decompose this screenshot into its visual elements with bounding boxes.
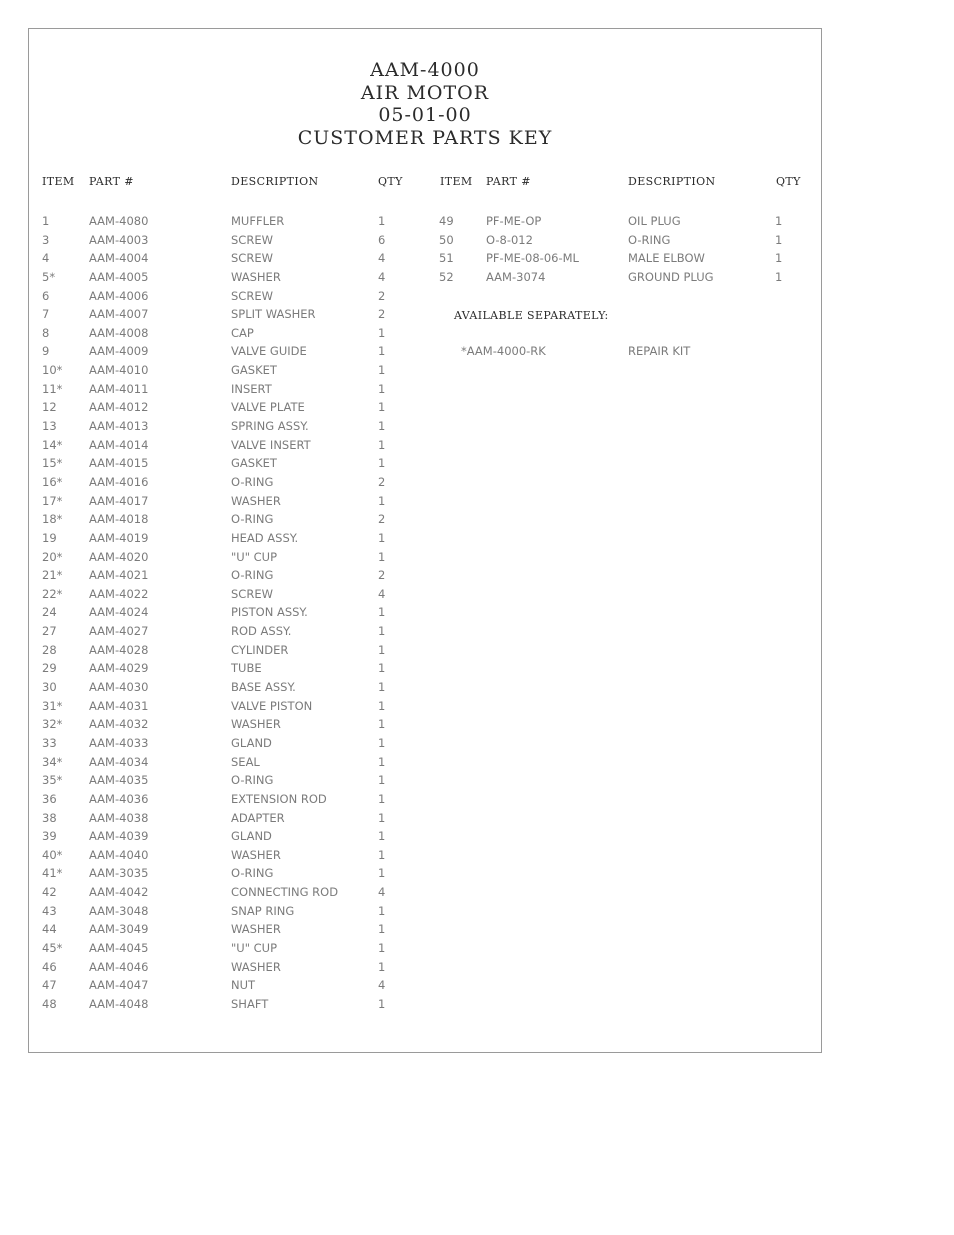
part-quantity: 1 xyxy=(378,530,386,545)
part-number: AAM-4011 xyxy=(89,381,149,396)
item-number: 45* xyxy=(42,940,63,955)
item-number: 43 xyxy=(42,903,57,918)
part-description: NUT xyxy=(231,978,256,993)
item-number: 34* xyxy=(42,754,63,769)
part-number: AAM-3048 xyxy=(89,903,149,918)
item-number: 48 xyxy=(42,996,57,1011)
title-subtitle: CUSTOMER PARTS KEY xyxy=(297,126,553,149)
item-number: 24 xyxy=(42,605,57,620)
part-quantity: 1 xyxy=(378,400,386,415)
part-description: INSERT xyxy=(231,381,272,396)
part-description: WASHER xyxy=(231,717,281,732)
part-description: SCREW xyxy=(231,586,273,601)
part-number: AAM-4042 xyxy=(89,885,149,900)
part-quantity: 1 xyxy=(378,680,386,695)
part-description: ROD ASSY. xyxy=(231,624,292,639)
part-number: AAM-4015 xyxy=(89,456,149,471)
part-description: GASKET xyxy=(231,456,277,471)
part-quantity: 1 xyxy=(378,325,386,340)
item-number: 49 xyxy=(439,214,454,228)
part-description: GROUND PLUG xyxy=(628,269,714,284)
part-quantity: 1 xyxy=(378,717,386,732)
item-number: 41* xyxy=(42,866,63,881)
part-number: AAM-3049 xyxy=(89,922,149,937)
item-number: 5* xyxy=(42,269,56,284)
right-header-part: PART # xyxy=(486,175,531,188)
item-number: 1 xyxy=(42,214,50,228)
part-description: PISTON ASSY. xyxy=(231,605,308,620)
item-number: 33 xyxy=(42,735,57,750)
item-number: 32* xyxy=(42,717,63,732)
item-number: 52 xyxy=(439,269,454,284)
item-number: 16* xyxy=(42,474,63,489)
item-number: 3 xyxy=(42,232,50,247)
part-quantity: 1 xyxy=(775,269,783,284)
part-description: WASHER xyxy=(231,493,281,508)
item-number: 14* xyxy=(42,437,63,452)
part-quantity: 1 xyxy=(378,940,386,955)
item-number: 18* xyxy=(42,512,63,527)
part-description: SNAP RING xyxy=(231,903,295,918)
item-number: 31* xyxy=(42,698,63,713)
part-quantity: 1 xyxy=(378,493,386,508)
right-header-qty: QTY xyxy=(776,175,801,188)
part-quantity: 1 xyxy=(775,251,783,266)
part-description: O-RING xyxy=(628,232,671,247)
part-description: SCREW xyxy=(231,232,273,247)
part-number: AAM-4029 xyxy=(89,661,149,676)
part-quantity: 4 xyxy=(378,978,386,993)
part-description: SPRING ASSY. xyxy=(231,419,309,434)
left-header-item: ITEM xyxy=(42,175,75,188)
title-date: 05-01-00 xyxy=(378,104,472,126)
part-description: OIL PLUG xyxy=(628,214,681,228)
right-header-item: ITEM xyxy=(440,175,473,188)
part-quantity: 1 xyxy=(378,549,386,564)
part-description: SHAFT xyxy=(231,996,269,1011)
part-description: ADAPTER xyxy=(231,810,285,825)
part-quantity: 2 xyxy=(378,288,386,303)
item-number: 38 xyxy=(42,810,57,825)
part-description: WASHER xyxy=(231,959,281,974)
part-number: AAM-4009 xyxy=(89,344,149,359)
part-number: AAM-4020 xyxy=(89,549,149,564)
part-quantity: 1 xyxy=(378,698,386,713)
item-number: 4 xyxy=(42,251,50,266)
part-description: O-RING xyxy=(231,512,274,527)
part-description: O-RING xyxy=(231,568,274,583)
title-product: AIR MOTOR xyxy=(360,81,490,104)
part-description: SEAL xyxy=(231,754,260,769)
part-quantity: 1 xyxy=(378,624,386,639)
part-quantity: 1 xyxy=(378,810,386,825)
part-number: AAM-4012 xyxy=(89,400,149,415)
part-quantity: 2 xyxy=(378,474,386,489)
part-number: AAM-4034 xyxy=(89,754,149,769)
item-number: 10* xyxy=(42,363,63,378)
item-number: 51 xyxy=(439,251,454,266)
part-number: AAM-4008 xyxy=(89,325,149,340)
part-quantity: 1 xyxy=(378,214,386,228)
available-separately-label: AVAILABLE SEPARATELY: xyxy=(454,309,609,322)
part-description: CYLINDER xyxy=(231,642,289,657)
part-quantity: 1 xyxy=(378,847,386,862)
part-quantity: 1 xyxy=(775,232,783,247)
item-number: 35* xyxy=(42,773,63,788)
part-description: GLAND xyxy=(231,829,272,844)
part-description: CAP xyxy=(231,325,254,340)
item-number: 30 xyxy=(42,680,57,695)
repair-kit-part: *AAM-4000-RK xyxy=(461,344,546,358)
part-description: O-RING xyxy=(231,773,274,788)
part-number: AAM-4045 xyxy=(89,940,149,955)
part-quantity: 1 xyxy=(378,456,386,471)
part-quantity: 4 xyxy=(378,586,386,601)
item-number: 36 xyxy=(42,791,57,806)
part-description: WASHER xyxy=(231,922,281,937)
part-quantity: 1 xyxy=(378,866,386,881)
part-number: AAM-4010 xyxy=(89,363,149,378)
part-number: AAM-4030 xyxy=(89,680,149,695)
part-description: "U" CUP xyxy=(231,549,278,564)
item-number: 46 xyxy=(42,959,57,974)
part-description: EXTENSION ROD xyxy=(231,791,327,806)
part-number: PF-ME-OP xyxy=(486,214,542,228)
part-number: AAM-4032 xyxy=(89,717,149,732)
item-number: 21* xyxy=(42,568,63,583)
part-number: AAM-4046 xyxy=(89,959,149,974)
item-number: 15* xyxy=(42,456,63,471)
part-number: AAM-4031 xyxy=(89,698,149,713)
part-number: AAM-4013 xyxy=(89,419,149,434)
part-quantity: 1 xyxy=(378,344,386,359)
left-header-description: DESCRIPTION xyxy=(231,175,319,188)
part-quantity: 1 xyxy=(378,791,386,806)
part-quantity: 1 xyxy=(378,419,386,434)
part-number: AAM-4028 xyxy=(89,642,149,657)
part-quantity: 1 xyxy=(378,903,386,918)
item-number: 19 xyxy=(42,530,57,545)
right-header-description: DESCRIPTION xyxy=(628,175,716,188)
part-number: AAM-4005 xyxy=(89,269,149,284)
item-number: 6 xyxy=(42,288,50,303)
document-title xyxy=(29,59,821,149)
part-description: VALVE GUIDE xyxy=(231,344,307,359)
part-quantity: 1 xyxy=(378,363,386,378)
part-quantity: 1 xyxy=(378,773,386,788)
item-number: 44 xyxy=(42,922,57,937)
left-header-qty: QTY xyxy=(378,175,403,188)
part-number: AAM-3035 xyxy=(89,866,149,881)
part-quantity: 1 xyxy=(378,996,386,1011)
part-description: "U" CUP xyxy=(231,940,278,955)
part-number: AAM-4047 xyxy=(89,978,149,993)
part-quantity: 1 xyxy=(378,605,386,620)
part-description: VALVE PISTON xyxy=(231,698,313,713)
left-header-part: PART # xyxy=(89,175,134,188)
part-number: AAM-4017 xyxy=(89,493,149,508)
parts-key-sheet xyxy=(28,28,822,1053)
part-number: AAM-4038 xyxy=(89,810,149,825)
part-quantity: 2 xyxy=(378,568,386,583)
part-quantity: 2 xyxy=(378,307,386,322)
part-quantity: 1 xyxy=(378,735,386,750)
part-quantity: 1 xyxy=(775,214,783,228)
part-quantity: 1 xyxy=(378,437,386,452)
part-quantity: 6 xyxy=(378,232,386,247)
part-number: AAM-4019 xyxy=(89,530,149,545)
item-number: 11* xyxy=(42,381,63,396)
item-number: 28 xyxy=(42,642,57,657)
part-description: GLAND xyxy=(231,735,272,750)
part-number: AAM-4014 xyxy=(89,437,149,452)
item-number: 9 xyxy=(42,344,50,359)
item-number: 50 xyxy=(439,232,454,247)
part-description: SPLIT WASHER xyxy=(231,307,316,322)
part-description: O-RING xyxy=(231,866,274,881)
item-number: 13 xyxy=(42,419,57,434)
part-number: AAM-4048 xyxy=(89,996,149,1011)
part-number: AAM-4007 xyxy=(89,307,149,322)
part-quantity: 4 xyxy=(378,885,386,900)
part-quantity: 1 xyxy=(378,754,386,769)
repair-kit-description: REPAIR KIT xyxy=(628,344,691,358)
part-description: SCREW xyxy=(231,288,273,303)
part-number: AAM-4036 xyxy=(89,791,149,806)
part-number: O-8-012 xyxy=(486,232,533,247)
part-description: TUBE xyxy=(231,661,262,676)
item-number: 8 xyxy=(42,325,50,340)
part-description: VALVE INSERT xyxy=(231,437,311,452)
part-number: AAM-4040 xyxy=(89,847,149,862)
part-quantity: 2 xyxy=(378,512,386,527)
part-description: CONNECTING ROD xyxy=(231,885,339,900)
part-number: AAM-4006 xyxy=(89,288,149,303)
title-model: AAM-4000 xyxy=(370,59,480,81)
part-description: MALE ELBOW xyxy=(628,251,705,266)
part-number: AAM-4039 xyxy=(89,829,149,844)
part-quantity: 1 xyxy=(378,829,386,844)
item-number: 39 xyxy=(42,829,57,844)
part-number: AAM-4035 xyxy=(89,773,149,788)
item-number: 17* xyxy=(42,493,63,508)
part-quantity: 1 xyxy=(378,661,386,676)
part-description: MUFFLER xyxy=(231,214,285,228)
item-number: 40* xyxy=(42,847,63,862)
part-quantity: 1 xyxy=(378,959,386,974)
part-description: HEAD ASSY. xyxy=(231,530,299,545)
part-number: AAM-4027 xyxy=(89,624,149,639)
item-number: 42 xyxy=(42,885,57,900)
part-quantity: 1 xyxy=(378,642,386,657)
item-number: 20* xyxy=(42,549,63,564)
part-description: O-RING xyxy=(231,474,274,489)
part-quantity: 1 xyxy=(378,381,386,396)
part-quantity: 4 xyxy=(378,269,386,284)
part-number: AAM-4003 xyxy=(89,232,149,247)
part-description: VALVE PLATE xyxy=(231,400,305,415)
item-number: 7 xyxy=(42,307,50,322)
item-number: 29 xyxy=(42,661,57,676)
part-description: WASHER xyxy=(231,847,281,862)
part-number: AAM-4033 xyxy=(89,735,149,750)
part-quantity: 4 xyxy=(378,251,386,266)
part-quantity: 1 xyxy=(378,922,386,937)
part-number: AAM-4080 xyxy=(89,214,149,228)
item-number: 47 xyxy=(42,978,57,993)
item-number: 12 xyxy=(42,400,57,415)
part-number: AAM-4004 xyxy=(89,251,149,266)
part-number: AAM-4022 xyxy=(89,586,149,601)
item-number: 22* xyxy=(42,586,63,601)
part-description: WASHER xyxy=(231,269,281,284)
part-number: AAM-3074 xyxy=(486,269,546,284)
part-description: BASE ASSY. xyxy=(231,680,296,695)
item-number: 27 xyxy=(42,624,57,639)
part-number: AAM-4018 xyxy=(89,512,149,527)
part-description: SCREW xyxy=(231,251,273,266)
part-number: AAM-4024 xyxy=(89,605,149,620)
part-description: GASKET xyxy=(231,363,277,378)
part-number: AAM-4016 xyxy=(89,474,149,489)
part-number: PF-ME-08-06-ML xyxy=(486,251,579,266)
part-number: AAM-4021 xyxy=(89,568,149,583)
